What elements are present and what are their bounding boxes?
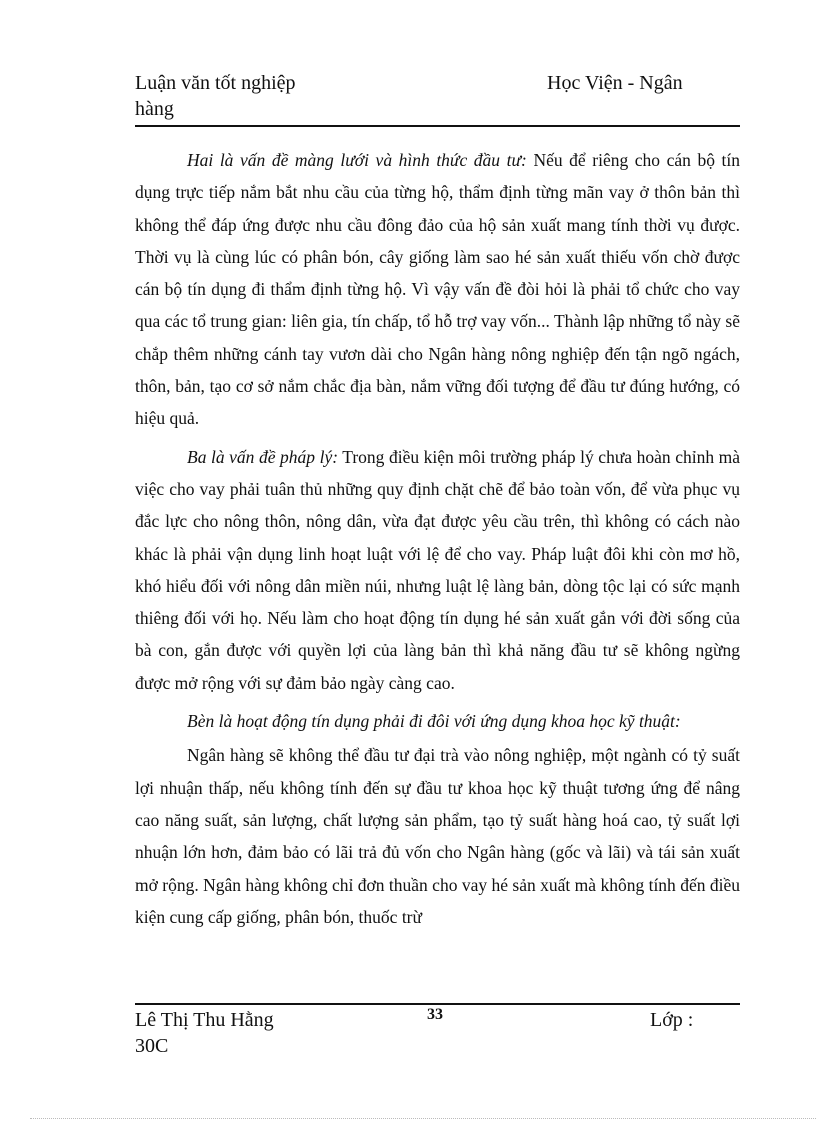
body-text [135,144,740,939]
paragraph [135,705,740,737]
paragraph-lead: Ba là vấn đề pháp lý: [187,446,339,467]
paragraph-lead: Hai là vấn đề màng lưới và hình thức đầu tư: [187,150,527,170]
paragraph-text: Ngân hàng sẽ không thể đầu tư đại trà vào nông nghiệp, một ngành có tỷ suất lợi nhuận thấp, nếu không tính đến sự đầu tư khoa học kỹ thuật tương ứng để nâng cao năng suất, sản lượng, chất lượng sản phẩm, tạo tỷ suất hàng hoá cao, tỷ suất lợi nhuận lớn hơn, đảm bảo có lãi trả đủ vốn cho Ngân hàng (gốc và lãi) và tái sản xuất mở rộng. Ngân hàng không chỉ đơn thuần cho vay hé sản xuất mà không tính đến điều kiện cung cấp giống, phân bón, thuốc trừ [135,745,740,927]
page-edge-divider [30,1118,816,1119]
page-number: 33 [427,1006,443,1023]
paragraph [135,144,740,435]
paragraph-lead: Bèn là hoạt động tín dụng phải đi đôi với ứng dụng khoa học kỹ thuật: [187,711,681,732]
paragraph [135,739,740,933]
header-institution-cont: hàng [135,98,174,120]
paragraph-text: Nếu để riêng cho cán bộ tín dụng trực tiếp nắm bắt nhu cầu của từng hộ, thẩm định từng mãn vay ở thôn bản thì không thể đáp ứng được nhu cầu đông đảo của hộ sản xuất mang tính thời vụ được. Thời vụ là cùng lúc có phân bón, cây giống làm sao hé sản xuất thiếu vốn chờ được cán bộ tín dụng đi thẩm định từng hộ. Vì vậy vấn đề đòi hỏi là phải tổ chức cho vay qua các tổ trung gian: liên gia, tín chấp, tổ hỗ trợ vay vốn... Thành lập những tổ này sẽ chắp thêm những cánh tay vươn dài cho Ngân hàng nông nghiệp đến tận ngõ ngách, thôn, bản, tạo cơ sở nắm chắc địa bàn, nắm vững đối tượng để đầu tư đúng hướng, có hiệu quả. [135,150,741,429]
paragraph [135,441,740,699]
header-divider [135,125,740,127]
header-institution: Học Viện - Ngân [547,72,683,94]
paragraph-text: Trong điều kiện môi trường pháp lý chưa hoàn chỉnh mà việc cho vay phải tuân thủ những quy định chặt chẽ để bảo toàn vốn, để vừa phục vụ đắc lực cho nông thôn, nông dân, vừa đạt được yêu cầu trên, thì không có cách nào khác là phải vận dụng linh hoạt luật với lệ để cho vay. Pháp luật đôi khi còn mơ hồ, khó hiểu đối với nông dân miền núi, nhưng luật lệ làng bản, dòng tộc lại có sức mạnh thiêng đối với họ. Nếu làm cho hoạt động tín dụng hé sản xuất gắn với đời sống của bà con, gắn được với quyền lợi của làng bản thì khả năng đầu tư sẽ không ngừng được mở rộng với sự đảm bảo ngày càng cao. [135,446,740,693]
header-thesis-title: Luận văn tốt nghiệp [135,72,296,94]
footer-class-label: Lớp : [650,1009,694,1031]
footer-class-value: 30C [135,1035,169,1057]
footer-author: Lê Thị Thu Hằng [135,1009,274,1031]
footer-divider [135,1003,740,1005]
